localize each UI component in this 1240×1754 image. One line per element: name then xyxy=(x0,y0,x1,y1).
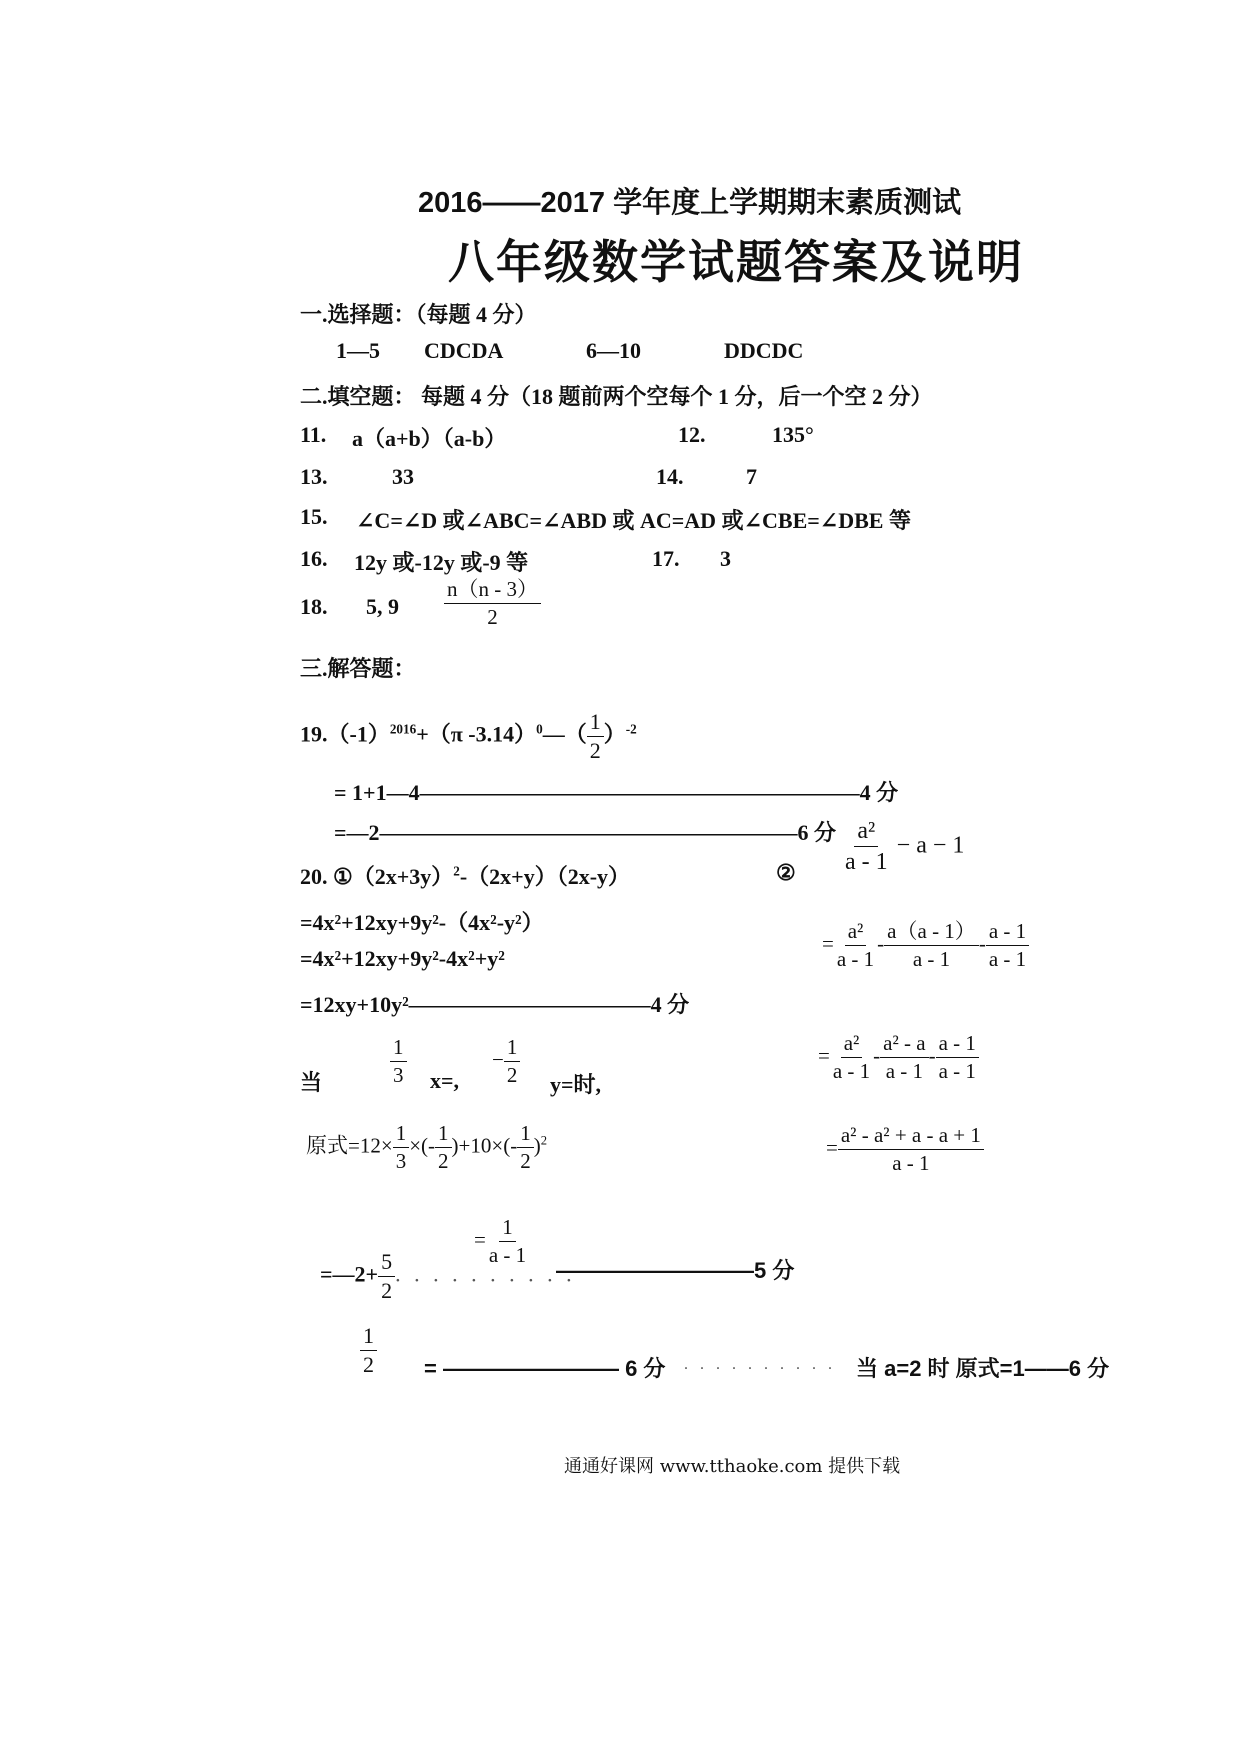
step-a-frac-num: 5 xyxy=(378,1250,395,1277)
q19-exponent-1: 2016 xyxy=(389,721,417,737)
q18-answer: 5, 9 xyxy=(366,594,399,619)
q19-step-2: =—2———————————————————6 分 xyxy=(334,820,837,845)
q19-close: ） xyxy=(603,721,626,747)
q11-answer: a（a+b）（a-b） xyxy=(352,426,507,451)
l1-b-den: a - 1 xyxy=(912,947,951,972)
orig-close: ) xyxy=(533,1133,541,1158)
q20-1-y-label: y=时, xyxy=(550,1072,602,1097)
q14-number: 14. xyxy=(656,464,684,489)
q6-10-answers: DDCDC xyxy=(724,338,804,363)
orig-plus: )+10×(- xyxy=(451,1133,518,1158)
q13-answer: 33 xyxy=(392,464,414,489)
q20-2-line-2: = $\frac{\text{a²}}{a - 1}$ - $\frac{\text{a² - a}}{a - 1}$ - $\frac{a - 1}{a - 1}$ xyxy=(818,1032,979,1083)
step-b-frac-num: 1 xyxy=(360,1324,377,1351)
title-line-2: 八年级数学试题答案及说明 xyxy=(448,237,1024,288)
orig-prefix: 原式=12× xyxy=(306,1133,393,1158)
orig-exponent: 2 xyxy=(540,1133,547,1148)
orig-times: ×(- xyxy=(409,1133,436,1158)
q20-2-frac-den: a - 1 xyxy=(845,849,888,876)
l4-num: 1 xyxy=(499,1216,516,1242)
orig-frac1-num: 1 xyxy=(393,1122,410,1148)
q19-step-1: = 1+1—4————————————————————4 分 xyxy=(334,780,899,805)
l4-den: a - 1 xyxy=(488,1243,527,1268)
q18-fraction-denominator: 2 xyxy=(487,605,498,630)
q1-5-range: 1—5 xyxy=(336,338,380,363)
q19-prefix: 19.（-1） xyxy=(300,721,390,747)
section-1-heading: 一.选择题：（每题 4 分） xyxy=(300,302,537,327)
q6-10-range: 6—10 xyxy=(586,338,641,363)
l2-c-num: a - 1 xyxy=(936,1032,979,1058)
q20-2-label: ② xyxy=(776,860,796,885)
q20-2-line-4-score: —————————5 分 xyxy=(556,1258,795,1283)
q20-1-x-value xyxy=(390,1036,407,1087)
x-frac-num: 1 xyxy=(390,1036,407,1062)
l2-a-den: a - 1 xyxy=(832,1059,871,1084)
q17-answer: 3 xyxy=(720,546,731,571)
q18-number: 18. xyxy=(300,594,328,619)
q20-1-line-2: =4x²+12xy+9y²-4x²+y² xyxy=(300,946,505,971)
orig-frac3-num: 1 xyxy=(517,1122,534,1148)
l3-num: a² - a² + a - a + 1 xyxy=(838,1124,984,1150)
y-frac-den: 2 xyxy=(506,1063,518,1088)
q12-number: 12. xyxy=(678,422,706,447)
q20-1-head-exponent: 2 xyxy=(453,863,460,879)
q17-number: 17. xyxy=(652,546,680,571)
q19-exponent-2: 0 xyxy=(536,721,543,737)
l2-b-num: a² - a xyxy=(880,1032,928,1058)
q19-dash: —（ xyxy=(542,721,587,747)
orig-frac3-den: 2 xyxy=(520,1149,531,1174)
footer-source: 通通好课网 www.tthaoke.com 提供下载 xyxy=(564,1456,901,1477)
q20-1-when-word: 当 xyxy=(300,1070,323,1095)
q20-2-line-3: = $\frac{\text{a² - a² + a - a + 1}}{a - 1}$ xyxy=(826,1124,984,1175)
q20-1-line-3: =12xy+10y²———————————4 分 xyxy=(300,992,690,1017)
y-sign: − xyxy=(492,1047,504,1072)
dotted-leader-2: . . . . . . . . . . xyxy=(684,1356,836,1373)
y-frac-num: 1 xyxy=(504,1036,521,1062)
q14-answer: 7 xyxy=(746,464,757,489)
q20-2-expr-tail: − a − 1 xyxy=(896,832,965,859)
l1-b-num: a（a - 1） xyxy=(884,920,979,946)
q20-1-expression xyxy=(300,860,630,891)
l1-c-den: a - 1 xyxy=(988,947,1027,972)
step-a-prefix: =—2+ xyxy=(320,1261,379,1287)
q20-1-step-a xyxy=(320,1250,576,1303)
dotted-leader: . . . . . . . . . . xyxy=(395,1261,576,1287)
q20-1-final-score: = ———————— 6 分 xyxy=(424,1356,666,1381)
section-3-heading: 三.解答题： xyxy=(300,656,416,681)
q18-fraction xyxy=(444,578,541,629)
x-frac-den: 3 xyxy=(393,1063,404,1088)
q16-number: 16. xyxy=(300,546,328,571)
q20-1-line-1: =4x²+12xy+9y²-（4x²-y²） xyxy=(300,910,544,935)
q19-exponent-3: -2 xyxy=(625,721,637,737)
q20-1-x-label: x=, xyxy=(430,1068,460,1093)
q20-1-step-b xyxy=(360,1324,377,1377)
l1-a-num: a² xyxy=(845,920,867,946)
section-2-heading: 二.填空题： 每题 4 分（18 题前两个空每个 1 分，后一个空 2 分） xyxy=(300,384,933,409)
orig-frac2-num: 1 xyxy=(435,1122,452,1148)
q19-frac-den: 2 xyxy=(589,738,601,764)
q1-5-answers: CDCDA xyxy=(424,338,504,363)
title-line-1: 2016——2017 学年度上学期期末素质测试 xyxy=(418,187,962,219)
q13-number: 13. xyxy=(300,464,328,489)
l2-c-den: a - 1 xyxy=(938,1059,976,1084)
l2-b-den: a - 1 xyxy=(885,1059,924,1084)
q20-1-head: 20. ①（2x+3y） xyxy=(300,864,454,889)
l2-a-num: a² xyxy=(841,1032,863,1058)
q15-number: 15. xyxy=(300,504,328,529)
step-b-frac-den: 2 xyxy=(363,1352,374,1378)
l3-den: a - 1 xyxy=(892,1151,930,1176)
q12-answer: 135° xyxy=(772,422,814,447)
q15-answer: ∠C=∠D 或∠ABC=∠ABD 或 AC=AD 或∠CBE=∠DBE 等 xyxy=(356,508,911,533)
q20-1-substitution xyxy=(306,1122,547,1173)
l1-a-den: a - 1 xyxy=(836,947,875,972)
q19-frac-num: 1 xyxy=(587,710,604,737)
q20-2-line-4: = $\frac{1}{a - 1}$ xyxy=(474,1216,529,1267)
q19-mid: +（π -3.14） xyxy=(416,721,537,747)
q20-2-frac-num: a² xyxy=(854,818,878,847)
q19-expression xyxy=(300,710,637,763)
q20-1-y-value xyxy=(492,1036,520,1087)
orig-frac2-den: 2 xyxy=(438,1149,449,1174)
step-a-frac-den: 2 xyxy=(381,1278,393,1304)
q20-2-expression xyxy=(842,818,964,876)
q20-1-head-rest: -（2x+y）（2x-y） xyxy=(459,864,631,889)
q18-fraction-numerator: n（n - 3） xyxy=(444,578,541,604)
orig-frac1-den: 3 xyxy=(395,1149,407,1174)
q20-2-final: 当 a=2 时 原式=1——6 分 xyxy=(856,1356,1110,1381)
q16-answer: 12y 或-12y 或-9 等 xyxy=(354,550,529,575)
q11-number: 11. xyxy=(300,422,327,447)
l1-c-num: a - 1 xyxy=(986,920,1029,946)
q20-2-line-1: = $\frac{\text{a²}}{a - 1}$ - $\frac{a(a - 1)}{a - 1}$ - $\frac{a - 1}{a - 1}$ xyxy=(822,920,1029,971)
